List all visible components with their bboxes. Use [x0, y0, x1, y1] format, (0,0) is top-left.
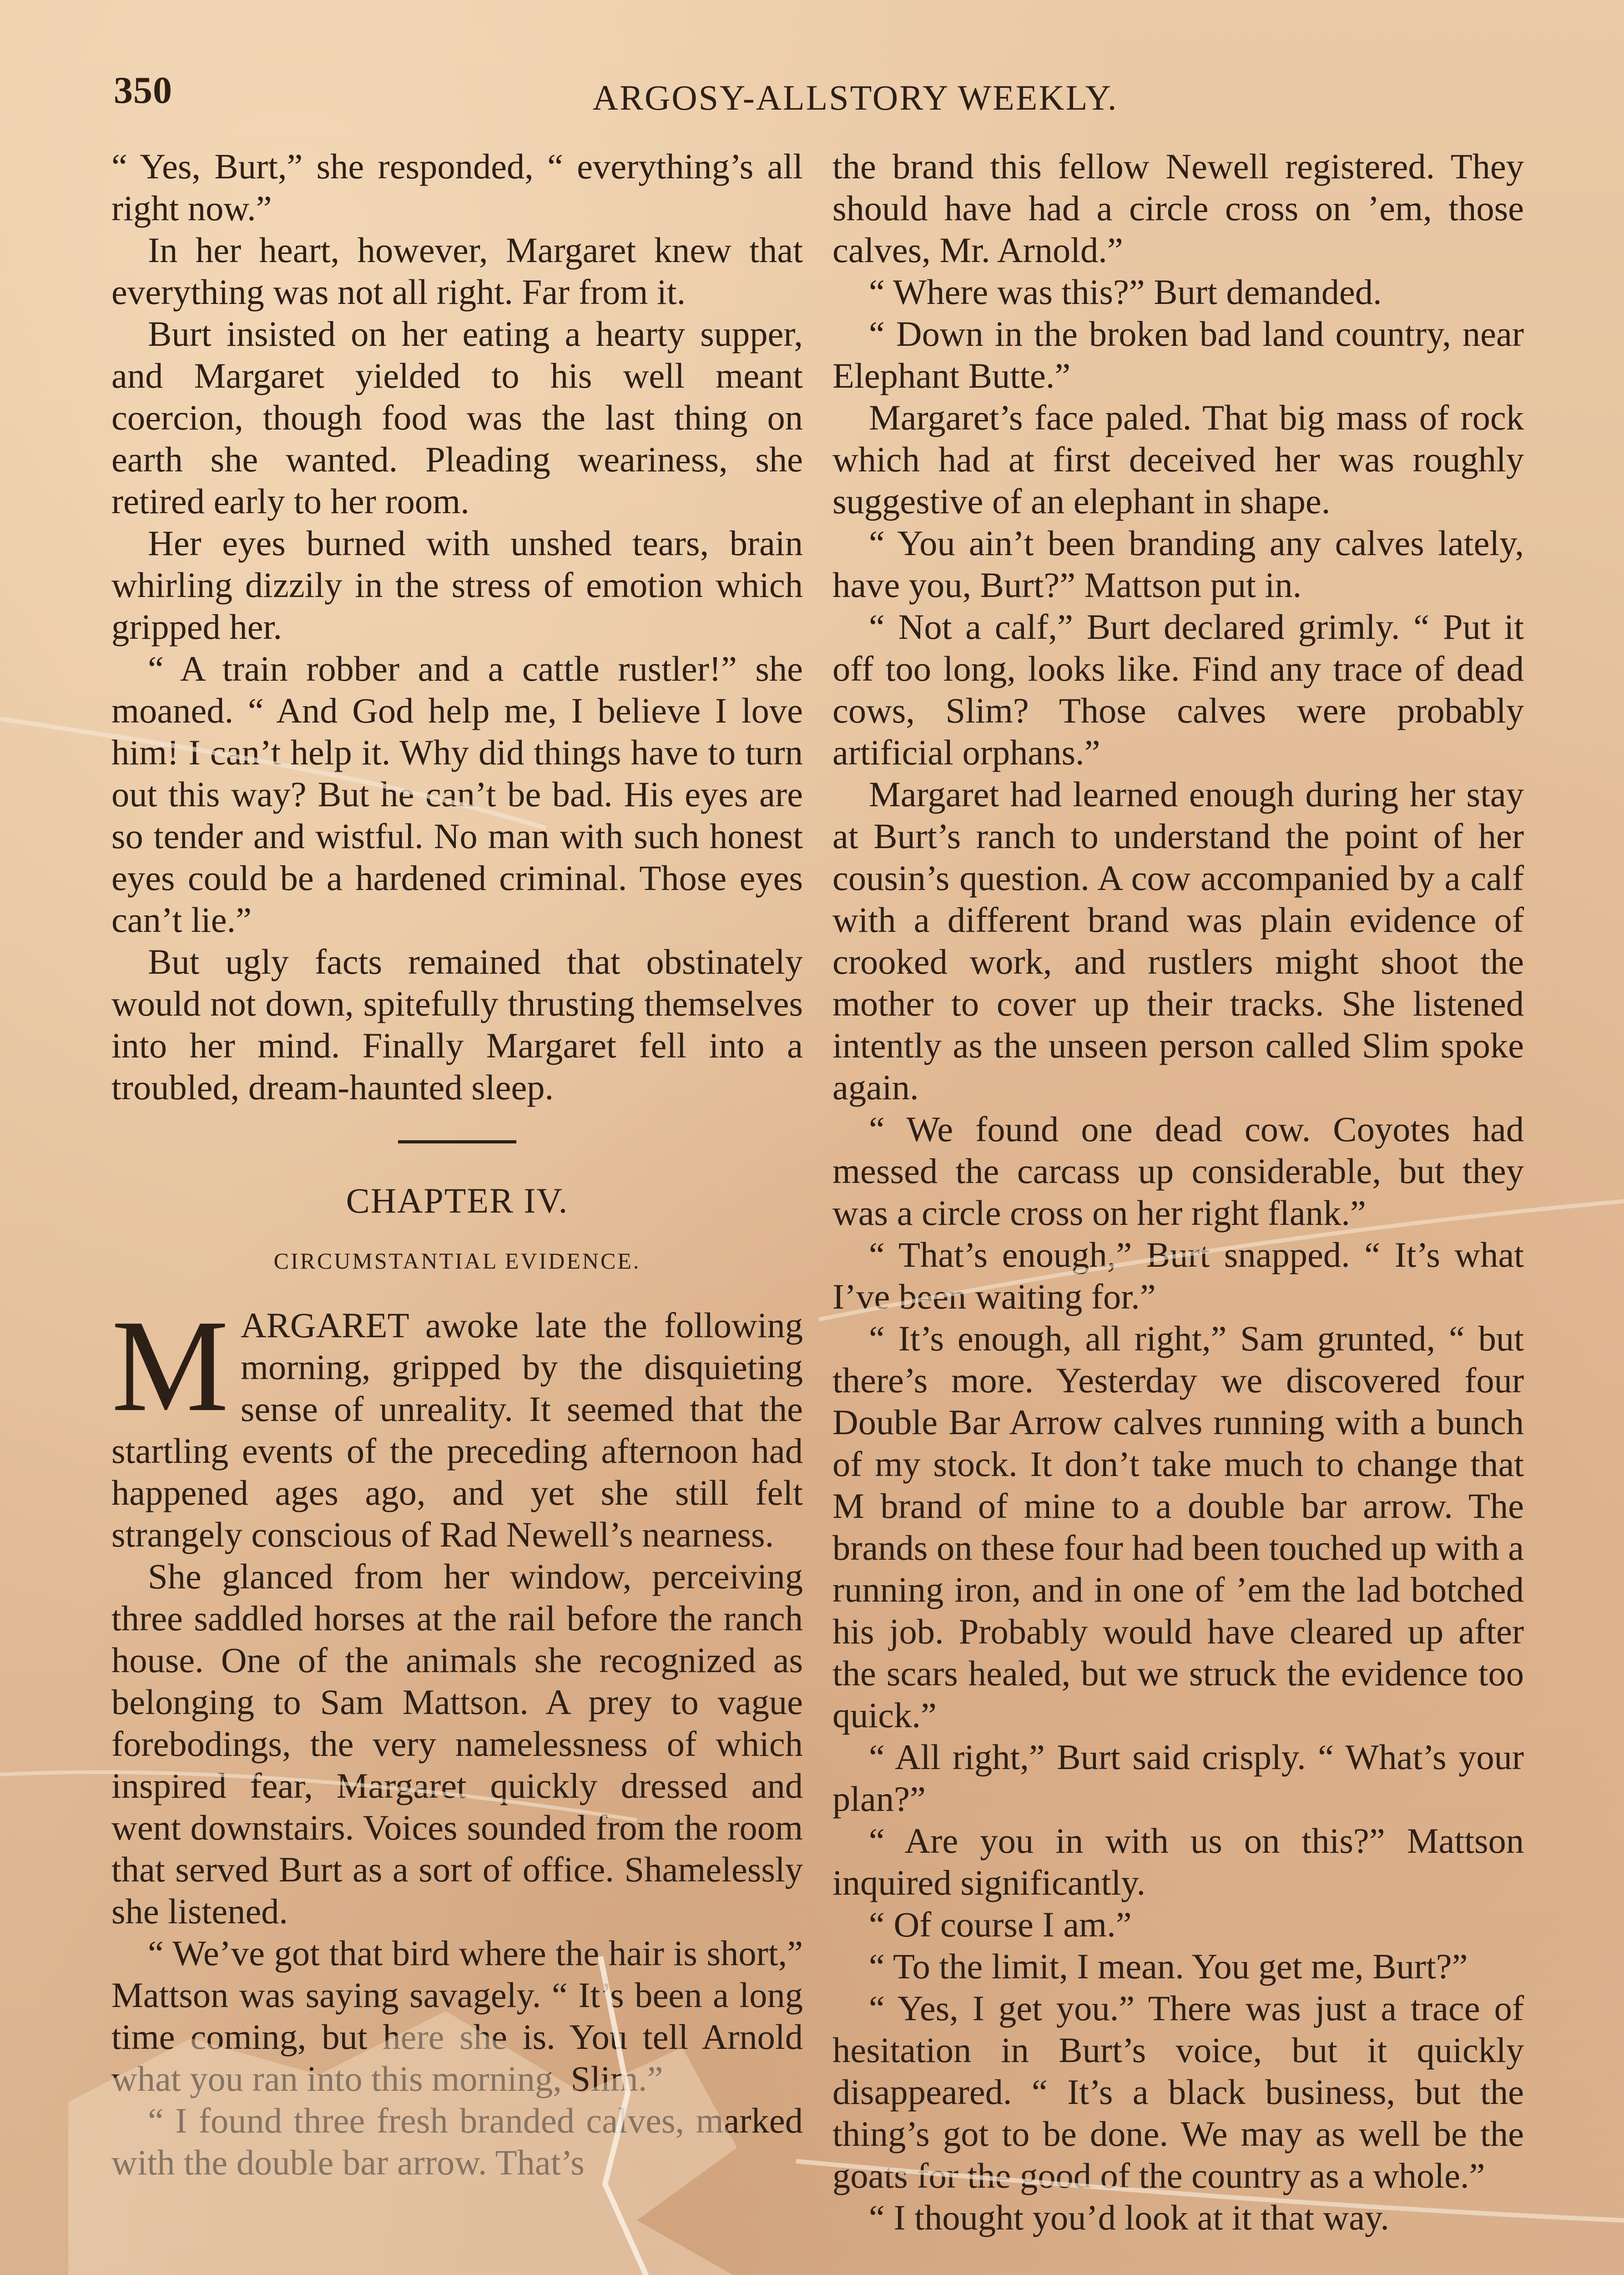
paragraph: “ We’ve got that bird where the hair is short,” Mattson was saying savagely. “ It’s been a long time coming, but here she is. You tell Arnold what you ran into this morning, Slim.” — [111, 1933, 803, 2098]
chapter-subtitle: CIRCUMSTANTIAL EVIDENCE. — [273, 1248, 641, 1274]
paragraph: “ We found one dead cow. Coyotes had messed the carcass up considerable, but they was a circle cross on her right flank.” — [832, 1109, 1524, 1233]
left-column — [111, 146, 803, 2184]
paragraph: “ All right,” Burt said crisply. “ What’s your plan?” — [832, 1737, 1524, 1819]
paragraph: the brand this fellow Newell registered. They should have had a circle cross on ’em, those calves, Mr. Arnold.” — [832, 147, 1524, 270]
paragraph: In her heart, however, Margaret knew that everything was not all right. Far from it. — [111, 230, 803, 312]
paragraph: “ That’s enough,” Burt snapped. “ It’s what I’ve been waiting for.” — [832, 1235, 1524, 1316]
paragraph: “ I found three fresh branded calves, marked with the double bar arrow. That’s — [111, 2101, 803, 2182]
paragraph: “ To the limit, I mean. You get me, Burt?” — [869, 1946, 1468, 1986]
drop-cap: M — [111, 1293, 229, 1439]
running-head: ARGOSY-ALLSTORY WEEKLY. — [592, 78, 1118, 117]
paragraph: But ugly facts remained that obstinately would not down, spitefully thrusting themselves into her mind. Finally Margaret fell into a troubled, dream-haunted sleep. — [111, 942, 803, 1107]
paragraph: “ You ain’t been branding any calves lately, have you, Burt?” Mattson put in. — [832, 523, 1524, 605]
paragraph: “ It’s enough, all right,” Sam grunted, “ but there’s more. Yesterday we discovered four Double Bar Arrow calves running with a bunch of my stock. It don’t take much to change that M brand of mine to a double bar arrow. The brands on these four had been touched up with a running iron, and in one of ’em the lad botched his job. Probably would have cleared up after the scars healed, but we struck the evidence too quick.” — [832, 1319, 1524, 1735]
right-column — [832, 146, 1524, 2239]
paragraph: Margaret had learned enough during her stay at Burt’s ranch to understand the point of her cousin’s question. A cow accompanied by a calf with a different brand was plain evidence of crooked work, and rustlers might shoot the mother to cover up their tracks. She listened intently as the unseen person called Slim spoke again. — [832, 774, 1524, 1107]
paragraph: Burt insisted on her eating a hearty supper, and Margaret yielded to his well meant coercion, though food was the last thing on earth she wanted. Pleading weariness, she retired early to her room. — [111, 314, 803, 521]
paragraph: Margaret’s face paled. That big mass of rock which had at first deceived her was roughly suggestive of an elephant in shape. — [832, 398, 1524, 521]
paragraph: “ Not a calf,” Burt declared grimly. “ Put it off too long, looks like. Find any trace of dead cows, Slim? Those calves were probably artificial orphans.” — [832, 607, 1524, 772]
chapter-title: CHAPTER IV. — [346, 1181, 569, 1220]
paragraph: “ Are you in with us on this?” Mattson inquired significantly. — [832, 1821, 1524, 1902]
page-header — [0, 68, 1624, 123]
paragraph: “ A train robber and a cattle rustler!” she moaned. “ And God help me, I believe I love him! I can’t help it. Why did things have to turn out this way? But he can’t be bad. His eyes are so tender and wistful. No man with such honest eyes could be a hardened criminal. Those eyes can’t lie.” — [111, 649, 803, 940]
paragraph: Her eyes burned with unshed tears, brain whirling dizzily in the stress of emotion which gripped her. — [111, 523, 803, 647]
paragraph: “ Yes, Burt,” she responded, “ everything’s all right now.” — [111, 147, 803, 228]
paragraph: “ I thought you’d look at it that way. — [869, 2198, 1389, 2237]
section-divider — [398, 1140, 516, 1143]
chapter-opening-text: ARGARET awoke late the following morning, gripped by the disquieting sense of unreality. It seemed that the startling events of the preceding afternoon had happened ages ago, and yet she still felt strangely conscious of Rad Newell’s nearness. — [111, 1305, 803, 1554]
paragraph: She glanced from her window, perceiving three saddled horses at the rail before the ranch house. One of the animals she recognized as belonging to Sam Mattson. A prey to vague forebodings, the very namelessness of which inspired fear, Margaret quickly dressed and went downstairs. Voices sounded from the room that served Burt as a sort of office. Shamelessly she listened. — [111, 1557, 803, 1931]
paragraph: “ Where was this?” Burt demanded. — [869, 272, 1382, 312]
paragraph: “ Yes, I get you.” There was just a trace of hesitation in Burt’s voice, but it quickly disappeared. “ It’s a black business, but the thing’s got to be done. We may as well be the goats for the good of the country as a whole.” — [832, 1988, 1524, 2195]
paragraph: “ Of course I am.” — [869, 1905, 1132, 1944]
chapter-opening-paragraph — [111, 1293, 803, 1556]
paragraph: “ Down in the broken bad land country, near Elephant Butte.” — [832, 314, 1524, 395]
page-number: 350 — [114, 69, 172, 111]
